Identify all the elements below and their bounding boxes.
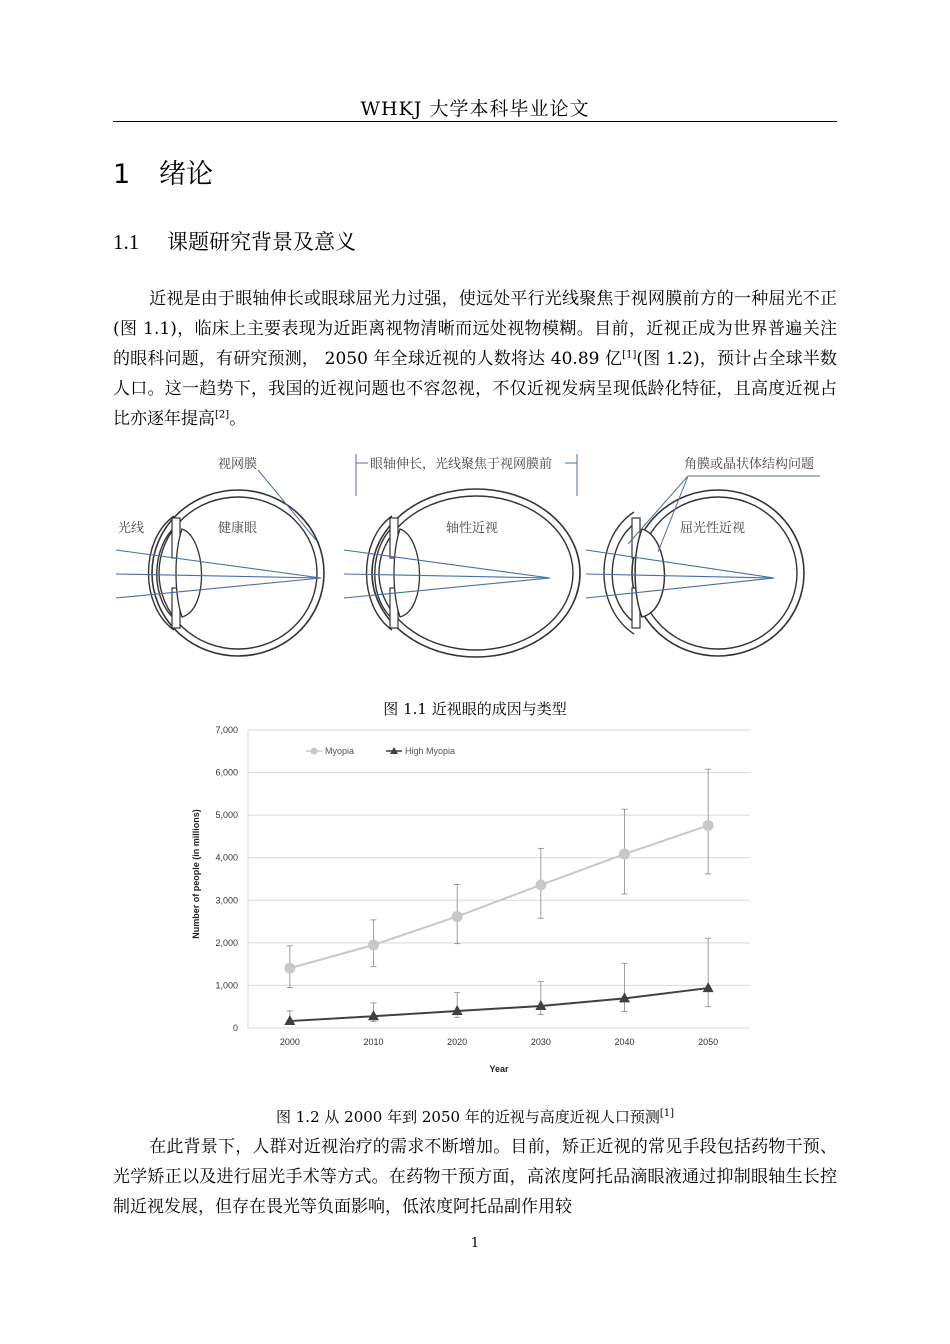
figure-2-caption [113, 1106, 837, 1127]
y-tick-label: 1,000 [215, 980, 238, 991]
section-number: 1.1 [113, 230, 140, 254]
series-line [290, 825, 708, 968]
figure-1-eye-diagram [110, 448, 840, 688]
chapter-heading [113, 152, 213, 191]
data-point [452, 911, 463, 922]
paragraph-1-text-b: (图 1.2)，预计占全球半数人口。这一趋势下，我国的近视问题也不容忽视，不仅近视发病呈现低龄化特征，且高度近视占比亦逐年提高 [113, 349, 837, 429]
label-retina: 视网膜 [218, 456, 258, 471]
healthy-eye [116, 470, 324, 656]
citation-2: [2] [215, 409, 230, 421]
x-tick-labels [280, 1037, 718, 1047]
label-refractive-myopia: 屈光性近视 [680, 520, 746, 535]
x-tick-label: 2020 [447, 1037, 468, 1047]
chapter-title: 绪论 [159, 159, 213, 190]
data-point [535, 879, 546, 890]
y-tick-label: 5,000 [215, 810, 238, 821]
label-light: 光线 [118, 520, 145, 535]
paragraph-1 [113, 284, 837, 434]
y-tick-label: 2,000 [215, 937, 238, 948]
x-tick-label: 2030 [530, 1037, 551, 1047]
refractive-myopia-eye [586, 476, 820, 656]
x-tick-label: 2050 [698, 1037, 719, 1047]
series-myopia [284, 769, 713, 987]
series-line [290, 988, 708, 1021]
citation-1: [1] [622, 349, 637, 361]
x-tick-label: 2040 [614, 1037, 635, 1047]
label-healthy-eye: 健康眼 [218, 520, 258, 535]
y-axis-label: Number of people (in millions) [191, 809, 201, 939]
paragraph-2-text: 在此背景下，人群对近视治疗的需求不断增加。目前，矫正近视的常见手段包括药物干预、光学矫正以及进行屈光手术等方式。在药物干预方面，高浓度阿托品滴眼液通过抑制眼轴生长控制近视发展，但存在畏光等负面影响，低浓度阿托品副作用较 [113, 1137, 837, 1217]
x-tick-label: 2000 [279, 1037, 300, 1047]
chart-grid [248, 730, 750, 1028]
y-tick-label: 4,000 [215, 852, 238, 863]
legend-label: High Myopia [405, 746, 456, 756]
legend-label: Myopia [325, 746, 355, 756]
figure-1-caption: 图 1.1 近视眼的成因与类型 [383, 700, 567, 718]
figure-2-caption-text: 图 1.2 从 2000 年到 2050 年的近视与高度近视人口预测 [276, 1108, 660, 1126]
paragraph-1-text-c: 。 [229, 409, 247, 429]
label-cornea-lens: 角膜或晶状体结构问题 [684, 456, 815, 471]
data-point [368, 939, 379, 950]
chart-series [284, 769, 713, 1025]
page-number: 1 [470, 1236, 480, 1251]
y-tick-label: 7,000 [215, 725, 238, 735]
section-title: 课题研究背景及意义 [167, 230, 356, 254]
y-tick-labels [215, 725, 238, 1033]
x-axis-label: Year [489, 1064, 509, 1074]
section-heading [113, 226, 356, 256]
y-tick-label: 3,000 [215, 895, 238, 906]
figure-2-chart [180, 720, 770, 1082]
label-axial-myopia: 轴性近视 [446, 520, 499, 535]
chart-legend [306, 746, 455, 756]
figure-2-citation: [1] [659, 1108, 674, 1119]
y-tick-label: 6,000 [215, 767, 238, 778]
header-rule [113, 121, 837, 122]
axial-myopia-eye [344, 454, 580, 657]
running-header: WHKJ 大学本科毕业论文 [360, 98, 590, 120]
data-point [703, 820, 714, 831]
data-point [619, 849, 630, 860]
chapter-number: 1 [113, 159, 131, 190]
paragraph-1-text-a: 近视是由于眼轴伸长或眼球屈光力过强，使远处平行光线聚焦于视网膜前方的一种屈光不正(图 1.1)，临床上主要表现为近距离视物清晰而远处视物模糊。目前，近视正成为世界普遍关注的眼科问题，有研究预测， 2050 年全球近视的人数将达 40.89 亿 [113, 289, 837, 369]
x-tick-label: 2010 [363, 1037, 384, 1047]
data-point [703, 982, 714, 992]
data-point [284, 963, 295, 974]
paragraph-2 [113, 1132, 837, 1222]
label-axial-elongation: 眼轴伸长，光线聚焦于视网膜前 [370, 456, 553, 471]
y-tick-label: 0 [232, 1023, 238, 1033]
legend-marker [311, 748, 318, 755]
